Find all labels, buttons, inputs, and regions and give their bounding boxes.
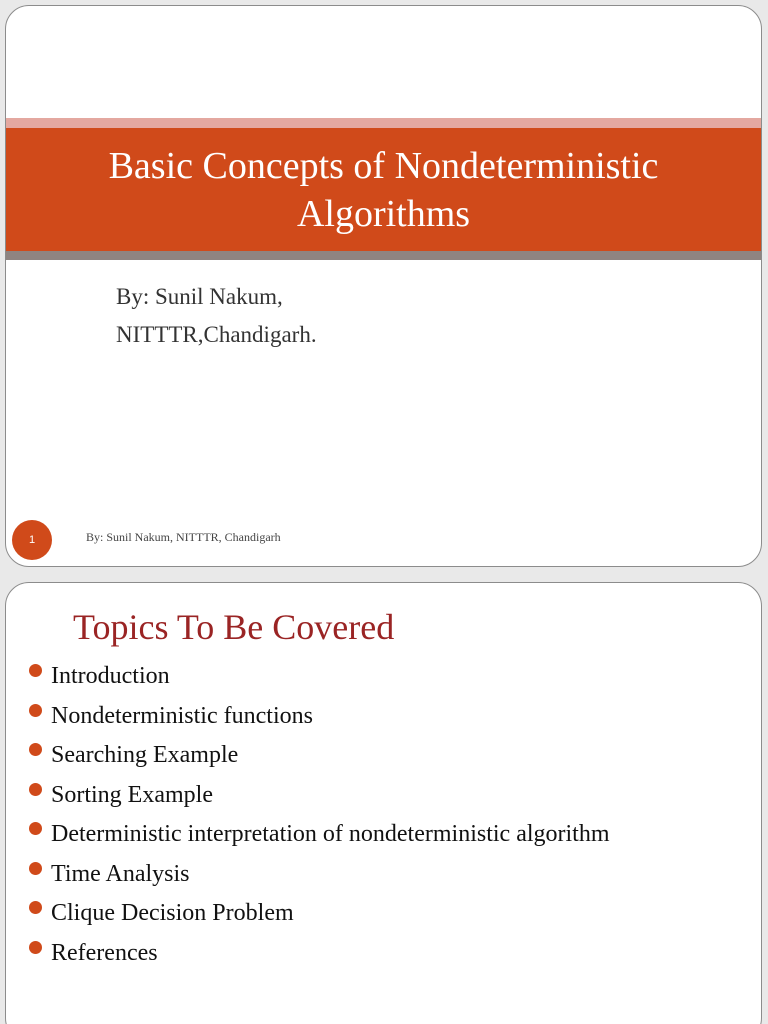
list-item-label: Nondeterministic functions	[51, 702, 313, 729]
list-item	[26, 815, 610, 855]
slide-title	[109, 142, 659, 238]
list-item-label: Introduction	[51, 663, 170, 689]
slide-title-line-2: Algorithms	[296, 192, 471, 235]
list-item	[26, 776, 610, 816]
slide-2	[5, 582, 762, 1024]
bullet-icon	[29, 783, 42, 796]
bullet-icon	[29, 704, 42, 717]
author-block	[116, 278, 317, 354]
bullet-icon	[29, 862, 42, 875]
list-item	[26, 736, 610, 776]
list-item-label: Sorting Example	[51, 781, 213, 808]
list-item-label: Deterministic interpretation of nondeterministic algorithm	[51, 821, 610, 847]
list-item-label: Time Analysis	[51, 860, 190, 887]
list-item	[26, 657, 610, 697]
bullet-icon	[29, 664, 42, 677]
list-item-label: References	[51, 939, 158, 966]
bullet-icon	[29, 901, 42, 914]
title-band-bottom-stripe	[6, 251, 761, 260]
title-band	[6, 128, 761, 251]
bullet-icon	[29, 743, 42, 756]
slide-1	[5, 5, 762, 567]
slide-number-badge: 1	[12, 520, 52, 560]
list-item-label: Clique Decision Problem	[51, 900, 294, 926]
list-item	[26, 855, 610, 895]
author-name: By: Sunil Nakum,	[116, 284, 283, 309]
list-item	[26, 894, 610, 934]
list-item	[26, 934, 610, 974]
author-institute: NITTTR,Chandigarh.	[116, 322, 317, 347]
title-band-top-stripe	[6, 118, 761, 128]
slide-title-line-1: Basic Concepts of Nondeterministic	[108, 144, 659, 187]
bullet-icon	[29, 822, 42, 835]
topics-list	[26, 657, 610, 973]
bullet-icon	[29, 941, 42, 954]
topics-title: Topics To Be Covered	[73, 607, 395, 647]
list-item	[26, 697, 610, 737]
slide-footer: By: Sunil Nakum, NITTTR, Chandigarh	[86, 530, 281, 544]
list-item-label: Searching Example	[51, 742, 239, 768]
